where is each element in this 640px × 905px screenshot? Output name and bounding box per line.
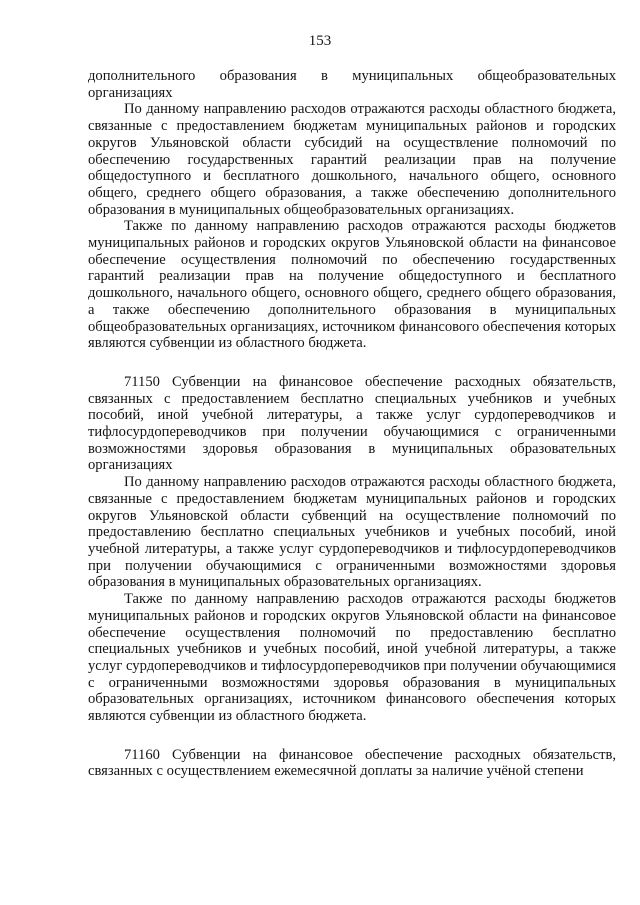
section-heading-71160: 71160 Субвенции на финансовое обеспечение расходных обязательств, связанных с осуществлением ежемесячной доплаты за наличие учёной степени: [88, 746, 616, 780]
section-heading-71150: 71150 Субвенции на финансовое обеспечение расходных обязательств, связанных с предоставлением бесплатно специальных учебников и учебных пособий, иной учебной литературы, а также услуг сурдопереводчиков и тифлосурдопереводчиков при получении обучающимися с ограниченными возможностями здоровья образования в муниципальных образовательных организациях: [88, 373, 616, 474]
page-number: 153: [308, 33, 332, 49]
paragraph-71150-municipal: Также по данному направлению расходов отражаются расходы бюджетов муниципальных районов и городских округов Ульяновской области на финансовое обеспечение осуществления полномочий по предоставлению бесплатно специальных учебников и учебных пособий, иной учебной литературы, а также услуг сурдопереводчиков и тифлосурдопереводчиков при получении обучающимися с ограниченными возможностями здоровья образования в муниципальных образовательных организациях, источником финансового обеспечения которых являются субвенции из областного бюджета.: [88, 591, 616, 725]
section-spacer: [88, 725, 616, 747]
document-body: [88, 68, 616, 780]
paragraph-municipal-budget-expenses: Также по данному направлению расходов отражаются расходы бюджетов муниципальных районов и городских округов Ульяновской области на финансовое обеспечение осуществления полномочий по обеспечению государственных гарантий реализации прав на получение общедоступного и бесплатного дошкольного, начального общего, основного общего, среднего общего образования, а также обеспечению дополнительного образования в муниципальных общеобразовательных организациях, источником финансового обеспечения которых являются субвенции из областного бюджета.: [88, 218, 616, 352]
paragraph-regional-budget-expenses: По данному направлению расходов отражаются расходы областного бюджета, связанные с предоставлением бюджетам муниципальных районов и городских округов Ульяновской области субсидий на осуществление полномочий по обеспечению государственных гарантий реализации прав на получение общедоступного и бесплатного дошкольного, начального общего, основного общего, среднего общего образования, а также обеспечению дополнительного образования в муниципальных общеобразовательных организациях.: [88, 101, 616, 218]
paragraph-continuation: дополнительного образования в муниципальных общеобразовательных организациях: [88, 68, 616, 101]
section-spacer: [88, 352, 616, 374]
paragraph-71150-regional: По данному направлению расходов отражаются расходы областного бюджета, связанные с предоставлением бюджетам муниципальных районов и городских округов Ульяновской области субвенций на осуществление полномочий по предоставлению бесплатно специальных учебников и учебных пособий, иной учебной литературы, а также услуг сурдопереводчиков и тифлосурдопереводчиков при получении обучающимися с ограниченными возможностями здоровья образования в муниципальных образовательных организациях.: [88, 474, 616, 591]
